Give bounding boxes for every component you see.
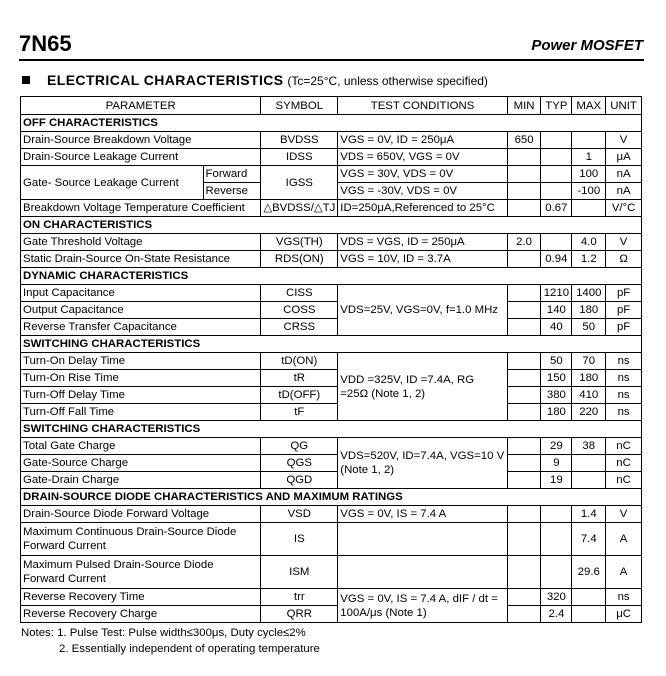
- notes: [21, 625, 320, 657]
- subparam-cell: Reverse: [203, 183, 261, 200]
- table-row: [21, 234, 642, 251]
- condition-cell: VDD =325V, ID =7.4A, RG =25Ω (Note 1, 2): [338, 353, 508, 421]
- category-gate-charge: SWITCHING CHARACTERISTICS: [21, 421, 642, 438]
- unit-cell: V: [606, 132, 642, 149]
- table-row: [21, 319, 642, 336]
- max-cell: [572, 132, 606, 149]
- electrical-characteristics-table: [20, 96, 642, 623]
- min-cell: [507, 472, 541, 489]
- header-symbol: SYMBOL: [261, 97, 338, 115]
- typ-cell: [541, 166, 572, 183]
- table-row: [21, 472, 642, 489]
- max-cell: -100: [572, 183, 606, 200]
- param-cell: Input Capacitance: [21, 285, 261, 302]
- product-type: Power MOSFET: [531, 37, 643, 54]
- typ-cell: 140: [541, 302, 572, 319]
- condition-cell: VGS = 0V, ID = 250μA: [338, 132, 508, 149]
- min-cell: [507, 149, 541, 166]
- max-cell: [572, 472, 606, 489]
- condition-cell: VDS=520V, ID=7.4A, VGS=10 V (Note 1, 2): [338, 438, 508, 489]
- unit-cell: nA: [606, 183, 642, 200]
- symbol-cell: IGSS: [261, 166, 338, 200]
- max-cell: 7.4: [572, 523, 606, 556]
- param-cell: Breakdown Voltage Temperature Coefficient: [21, 200, 261, 217]
- min-cell: [507, 353, 541, 370]
- param-cell: Total Gate Charge: [21, 438, 261, 455]
- param-cell: Turn-On Rise Time: [21, 370, 261, 387]
- symbol-cell: RDS(ON): [261, 251, 338, 268]
- param-cell: Reverse Transfer Capacitance: [21, 319, 261, 336]
- min-cell: [507, 166, 541, 183]
- max-cell: 1.4: [572, 506, 606, 523]
- page-header: [0, 0, 666, 62]
- table-header-row: [21, 97, 642, 115]
- condition-cell: VDS = VGS, ID = 250μA: [338, 234, 508, 251]
- table-row: [21, 438, 642, 455]
- table-row: [21, 285, 642, 302]
- symbol-cell: IS: [261, 523, 338, 556]
- min-cell: [507, 438, 541, 455]
- param-cell: Drain-Source Breakdown Voltage: [21, 132, 261, 149]
- min-cell: [507, 251, 541, 268]
- min-cell: 2.0: [507, 234, 541, 251]
- unit-cell: A: [606, 556, 642, 589]
- category-dynamic: DYNAMIC CHARACTERISTICS: [21, 268, 642, 285]
- symbol-cell: VGS(TH): [261, 234, 338, 251]
- max-cell: 50: [572, 319, 606, 336]
- table-row: [21, 523, 642, 556]
- symbol-cell: tD(OFF): [261, 387, 338, 404]
- max-cell: 70: [572, 353, 606, 370]
- min-cell: [507, 200, 541, 217]
- max-cell: 38: [572, 438, 606, 455]
- typ-cell: 180: [541, 404, 572, 421]
- unit-cell: μA: [606, 149, 642, 166]
- typ-cell: [541, 556, 572, 589]
- max-cell: 29.6: [572, 556, 606, 589]
- condition-cell: VGS = 0V, IS = 7.4 A: [338, 506, 508, 523]
- symbol-cell: QG: [261, 438, 338, 455]
- typ-cell: [541, 523, 572, 556]
- symbol-cell: CISS: [261, 285, 338, 302]
- param-cell: Drain-Source Leakage Current: [21, 149, 261, 166]
- param-cell: Gate Threshold Voltage: [21, 234, 261, 251]
- max-cell: 1: [572, 149, 606, 166]
- category-switching: SWITCHING CHARACTERISTICS: [21, 336, 642, 353]
- unit-cell: ns: [606, 404, 642, 421]
- category-on: ON CHARACTERISTICS: [21, 217, 642, 234]
- typ-cell: 50: [541, 353, 572, 370]
- table-row: [21, 149, 642, 166]
- symbol-cell: IDSS: [261, 149, 338, 166]
- header-typ: TYP: [541, 97, 572, 115]
- max-cell: 220: [572, 404, 606, 421]
- param-cell: Static Drain-Source On-State Resistance: [21, 251, 261, 268]
- header-unit: UNIT: [606, 97, 642, 115]
- param-cell: Gate-Drain Charge: [21, 472, 261, 489]
- table-row: [21, 166, 642, 183]
- typ-cell: 380: [541, 387, 572, 404]
- section-heading: [22, 72, 488, 88]
- max-cell: [572, 589, 606, 606]
- typ-cell: 9: [541, 455, 572, 472]
- param-cell: Turn-Off Delay Time: [21, 387, 261, 404]
- note-2: 2. Essentially independent of operating temperature: [59, 643, 320, 655]
- unit-cell: μC: [606, 606, 642, 623]
- param-cell: Maximum Pulsed Drain-Source Diode Forward Current: [21, 556, 261, 589]
- min-cell: [507, 523, 541, 556]
- header-max: MAX: [572, 97, 606, 115]
- table-row: [21, 387, 642, 404]
- min-cell: [507, 589, 541, 606]
- table-row: [21, 606, 642, 623]
- category-diode: DRAIN-SOURCE DIODE CHARACTERISTICS AND MAXIMUM RATINGS: [21, 489, 642, 506]
- max-cell: 1400: [572, 285, 606, 302]
- symbol-cell: CRSS: [261, 319, 338, 336]
- min-cell: [507, 506, 541, 523]
- table-row: [21, 589, 642, 606]
- param-cell: Turn-Off Fall Time: [21, 404, 261, 421]
- table-row: [21, 353, 642, 370]
- unit-cell: pF: [606, 285, 642, 302]
- typ-cell: [541, 183, 572, 200]
- square-bullet-icon: [22, 76, 30, 84]
- symbol-cell: QGS: [261, 455, 338, 472]
- unit-cell: ns: [606, 589, 642, 606]
- typ-cell: [541, 149, 572, 166]
- unit-cell: nC: [606, 455, 642, 472]
- param-cell: Output Capacitance: [21, 302, 261, 319]
- unit-cell: V/°C: [606, 200, 642, 217]
- table-row: [21, 132, 642, 149]
- condition-cell: ID=250μA,Referenced to 25°C: [338, 200, 508, 217]
- table-row: [21, 556, 642, 589]
- unit-cell: ns: [606, 387, 642, 404]
- min-cell: [507, 606, 541, 623]
- min-cell: [507, 455, 541, 472]
- max-cell: 180: [572, 370, 606, 387]
- condition-cell: VGS = 30V, VDS = 0V: [338, 166, 508, 183]
- unit-cell: ns: [606, 370, 642, 387]
- symbol-cell: BVDSS: [261, 132, 338, 149]
- min-cell: 650: [507, 132, 541, 149]
- unit-cell: nC: [606, 438, 642, 455]
- part-number: 7N65: [19, 31, 72, 56]
- table-row: [21, 302, 642, 319]
- typ-cell: [541, 506, 572, 523]
- typ-cell: 29: [541, 438, 572, 455]
- subparam-cell: Forward: [203, 166, 261, 183]
- table-row: [21, 404, 642, 421]
- condition-cell: VGS = -30V, VDS = 0V: [338, 183, 508, 200]
- max-cell: 410: [572, 387, 606, 404]
- min-cell: [507, 302, 541, 319]
- symbol-cell: VSD: [261, 506, 338, 523]
- table-row: [21, 200, 642, 217]
- symbol-cell: △BVDSS/△TJ: [261, 200, 338, 217]
- min-cell: [507, 370, 541, 387]
- symbol-cell: tF: [261, 404, 338, 421]
- param-cell: Gate- Source Leakage Current: [21, 166, 204, 200]
- table-row: [21, 506, 642, 523]
- min-cell: [507, 319, 541, 336]
- param-cell: Reverse Recovery Charge: [21, 606, 261, 623]
- unit-cell: ns: [606, 353, 642, 370]
- max-cell: 1.2: [572, 251, 606, 268]
- typ-cell: 40: [541, 319, 572, 336]
- param-cell: Reverse Recovery Time: [21, 589, 261, 606]
- table-row: [21, 455, 642, 472]
- unit-cell: V: [606, 506, 642, 523]
- condition-cell: VGS = 0V, IS = 7.4 A, dIF / dt = 100A/μs (Note 1): [338, 589, 508, 623]
- unit-cell: nC: [606, 472, 642, 489]
- typ-cell: 320: [541, 589, 572, 606]
- header-rule: [19, 59, 644, 61]
- category-off: OFF CHARACTERISTICS: [21, 115, 642, 132]
- section-condition: (Tc=25°C, unless otherwise specified): [287, 74, 488, 88]
- typ-cell: 19: [541, 472, 572, 489]
- header-min: MIN: [507, 97, 541, 115]
- symbol-cell: QGD: [261, 472, 338, 489]
- condition-cell: [338, 523, 508, 556]
- note-1: Notes: 1. Pulse Test: Pulse width≤300μs, Duty cycle≤2%: [21, 627, 306, 639]
- unit-cell: A: [606, 523, 642, 556]
- max-cell: [572, 200, 606, 217]
- unit-cell: V: [606, 234, 642, 251]
- max-cell: [572, 606, 606, 623]
- unit-cell: pF: [606, 319, 642, 336]
- unit-cell: Ω: [606, 251, 642, 268]
- max-cell: [572, 455, 606, 472]
- table-row: [21, 370, 642, 387]
- typ-cell: [541, 234, 572, 251]
- typ-cell: [541, 132, 572, 149]
- min-cell: [507, 285, 541, 302]
- symbol-cell: trr: [261, 589, 338, 606]
- condition-cell: [338, 556, 508, 589]
- param-cell: Gate-Source Charge: [21, 455, 261, 472]
- header-parameter: PARAMETER: [21, 97, 261, 115]
- min-cell: [507, 404, 541, 421]
- typ-cell: 0.67: [541, 200, 572, 217]
- condition-cell: VGS = 10V, ID = 3.7A: [338, 251, 508, 268]
- max-cell: 180: [572, 302, 606, 319]
- min-cell: [507, 556, 541, 589]
- header-test-conditions: TEST CONDITIONS: [338, 97, 508, 115]
- condition-cell: VDS=25V, VGS=0V, f=1.0 MHz: [338, 285, 508, 336]
- table-row: [21, 251, 642, 268]
- typ-cell: 1210: [541, 285, 572, 302]
- symbol-cell: QRR: [261, 606, 338, 623]
- symbol-cell: tD(ON): [261, 353, 338, 370]
- min-cell: [507, 387, 541, 404]
- unit-cell: pF: [606, 302, 642, 319]
- min-cell: [507, 183, 541, 200]
- symbol-cell: ISM: [261, 556, 338, 589]
- section-title: ELECTRICAL CHARACTERISTICS: [47, 72, 284, 88]
- symbol-cell: COSS: [261, 302, 338, 319]
- typ-cell: 150: [541, 370, 572, 387]
- param-cell: Turn-On Delay Time: [21, 353, 261, 370]
- max-cell: 100: [572, 166, 606, 183]
- param-cell: Drain-Source Diode Forward Voltage: [21, 506, 261, 523]
- condition-cell: VDS = 650V, VGS = 0V: [338, 149, 508, 166]
- typ-cell: 2.4: [541, 606, 572, 623]
- symbol-cell: tR: [261, 370, 338, 387]
- param-cell: Maximum Continuous Drain-Source Diode Forward Current: [21, 523, 261, 556]
- max-cell: 4.0: [572, 234, 606, 251]
- unit-cell: nA: [606, 166, 642, 183]
- typ-cell: 0.94: [541, 251, 572, 268]
